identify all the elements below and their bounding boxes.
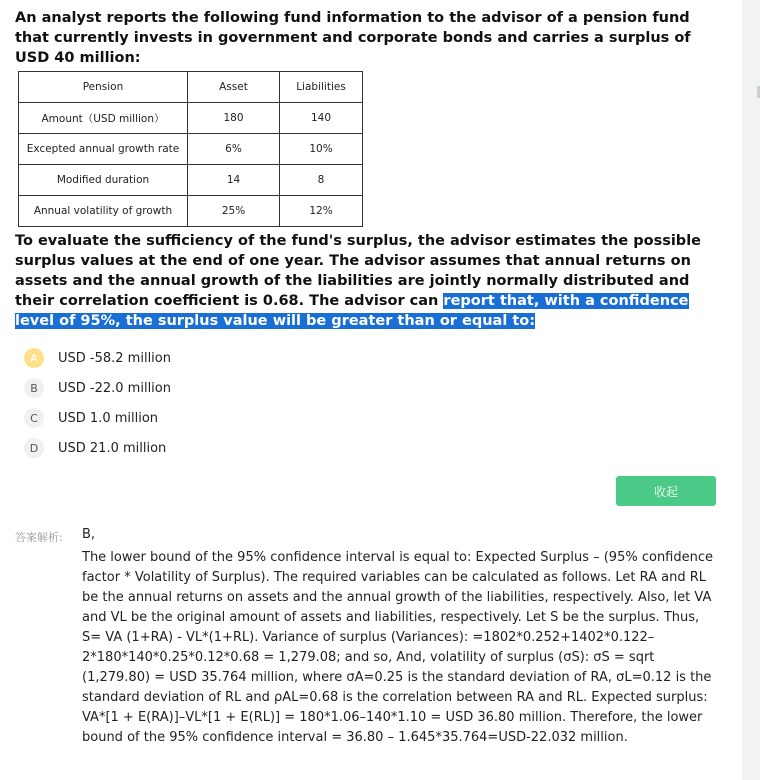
answer-options bbox=[24, 343, 171, 463]
fund-info-table bbox=[18, 71, 363, 227]
answer-analysis-label: 答案解析: bbox=[15, 531, 63, 544]
option-text: USD 1.0 million bbox=[58, 410, 159, 426]
option-b[interactable] bbox=[24, 373, 171, 403]
table-header-row bbox=[19, 72, 363, 103]
table-cell: 25% bbox=[188, 196, 280, 227]
question-body bbox=[15, 231, 715, 331]
table-cell: 8 bbox=[280, 165, 363, 196]
table-cell: Excepted annual growth rate bbox=[19, 134, 188, 165]
table-cell: 10% bbox=[280, 134, 363, 165]
table-cell: Modified duration bbox=[19, 165, 188, 196]
highlighted-selection: report that, with a confidence level of 95%, the surplus value will be greater than or equal to: bbox=[15, 293, 689, 329]
option-text: USD -58.2 million bbox=[58, 350, 171, 366]
option-c[interactable] bbox=[24, 403, 171, 433]
option-a[interactable] bbox=[24, 343, 171, 373]
table-header-cell: Liabilities bbox=[280, 72, 363, 103]
answer-key: B, bbox=[82, 527, 96, 542]
table-row bbox=[19, 165, 363, 196]
option-letter-badge: D bbox=[24, 438, 44, 458]
table-row bbox=[19, 134, 363, 165]
table-cell: Amount（USD million） bbox=[19, 103, 188, 134]
table-cell: 6% bbox=[188, 134, 280, 165]
question-title: An analyst reports the following fund information to the advisor of a pension fund that currently invests in government and corporate bonds and carries a surplus of USD 40 million: bbox=[15, 10, 691, 66]
table-row bbox=[19, 103, 363, 134]
collapse-button[interactable]: 收起 bbox=[616, 476, 716, 506]
table-row bbox=[19, 196, 363, 227]
table-cell: 12% bbox=[280, 196, 363, 227]
table-cell: 140 bbox=[280, 103, 363, 134]
option-letter-badge: B bbox=[24, 378, 44, 398]
option-text: USD 21.0 million bbox=[58, 440, 167, 456]
answer-explanation: The lower bound of the 95% confidence interval is equal to: Expected Surplus – (95% confidence factor * Volatility of Surplus). The required variables can be calculated as follows. Let RA and RL be the annual returns on assets and the annual growth of the liabilities, respectively. Also, let VA and VL be the original amount of assets and liabilities, respectively. Let S be the surplus. Thus, S= VA (1+RA) - VL*(1+RL). Variance of surplus (Variances): =1802*0.252+1402*0.122–2*180*140*0.25*0.12*0.68 = 1,279.08; and so, And, volatility of surplus (σS): σS = sqrt (1,279.80) = USD 35.764 million, where σA=0.25 is the standard deviation of RA, σL=0.12 is the standard deviation of RL and ρAL=0.68 is the correlation between RA and RL. Expected surplus: VA*[1 + E(RA)]–VL*[1 + E(RL)] = 180*1.06–140*1.10 = USD 36.80 million. Therefore, the lower bound of the 95% confidence interval = 36.80 – 1.645*35.764=USD-22.032 million. bbox=[82, 550, 714, 745]
option-letter-badge: C bbox=[24, 408, 44, 428]
table-cell: 14 bbox=[188, 165, 280, 196]
table-header-cell: Asset bbox=[188, 72, 280, 103]
question-body-text: To evaluate the sufficiency of the fund's surplus, the advisor estimates the possible surplus values at the end of one year. The advisor assumes that annual returns on assets and the annual growth of the liabilities are jointly normally distributed and their correlation coefficient is 0.68. The advisor can bbox=[15, 233, 701, 309]
table-cell: 180 bbox=[188, 103, 280, 134]
right-gutter bbox=[742, 0, 760, 780]
option-d[interactable] bbox=[24, 433, 171, 463]
table-header-cell: Pension bbox=[19, 72, 188, 103]
option-text: USD -22.0 million bbox=[58, 380, 171, 396]
table-cell: Annual volatility of growth bbox=[19, 196, 188, 227]
option-letter-badge: A bbox=[24, 348, 44, 368]
